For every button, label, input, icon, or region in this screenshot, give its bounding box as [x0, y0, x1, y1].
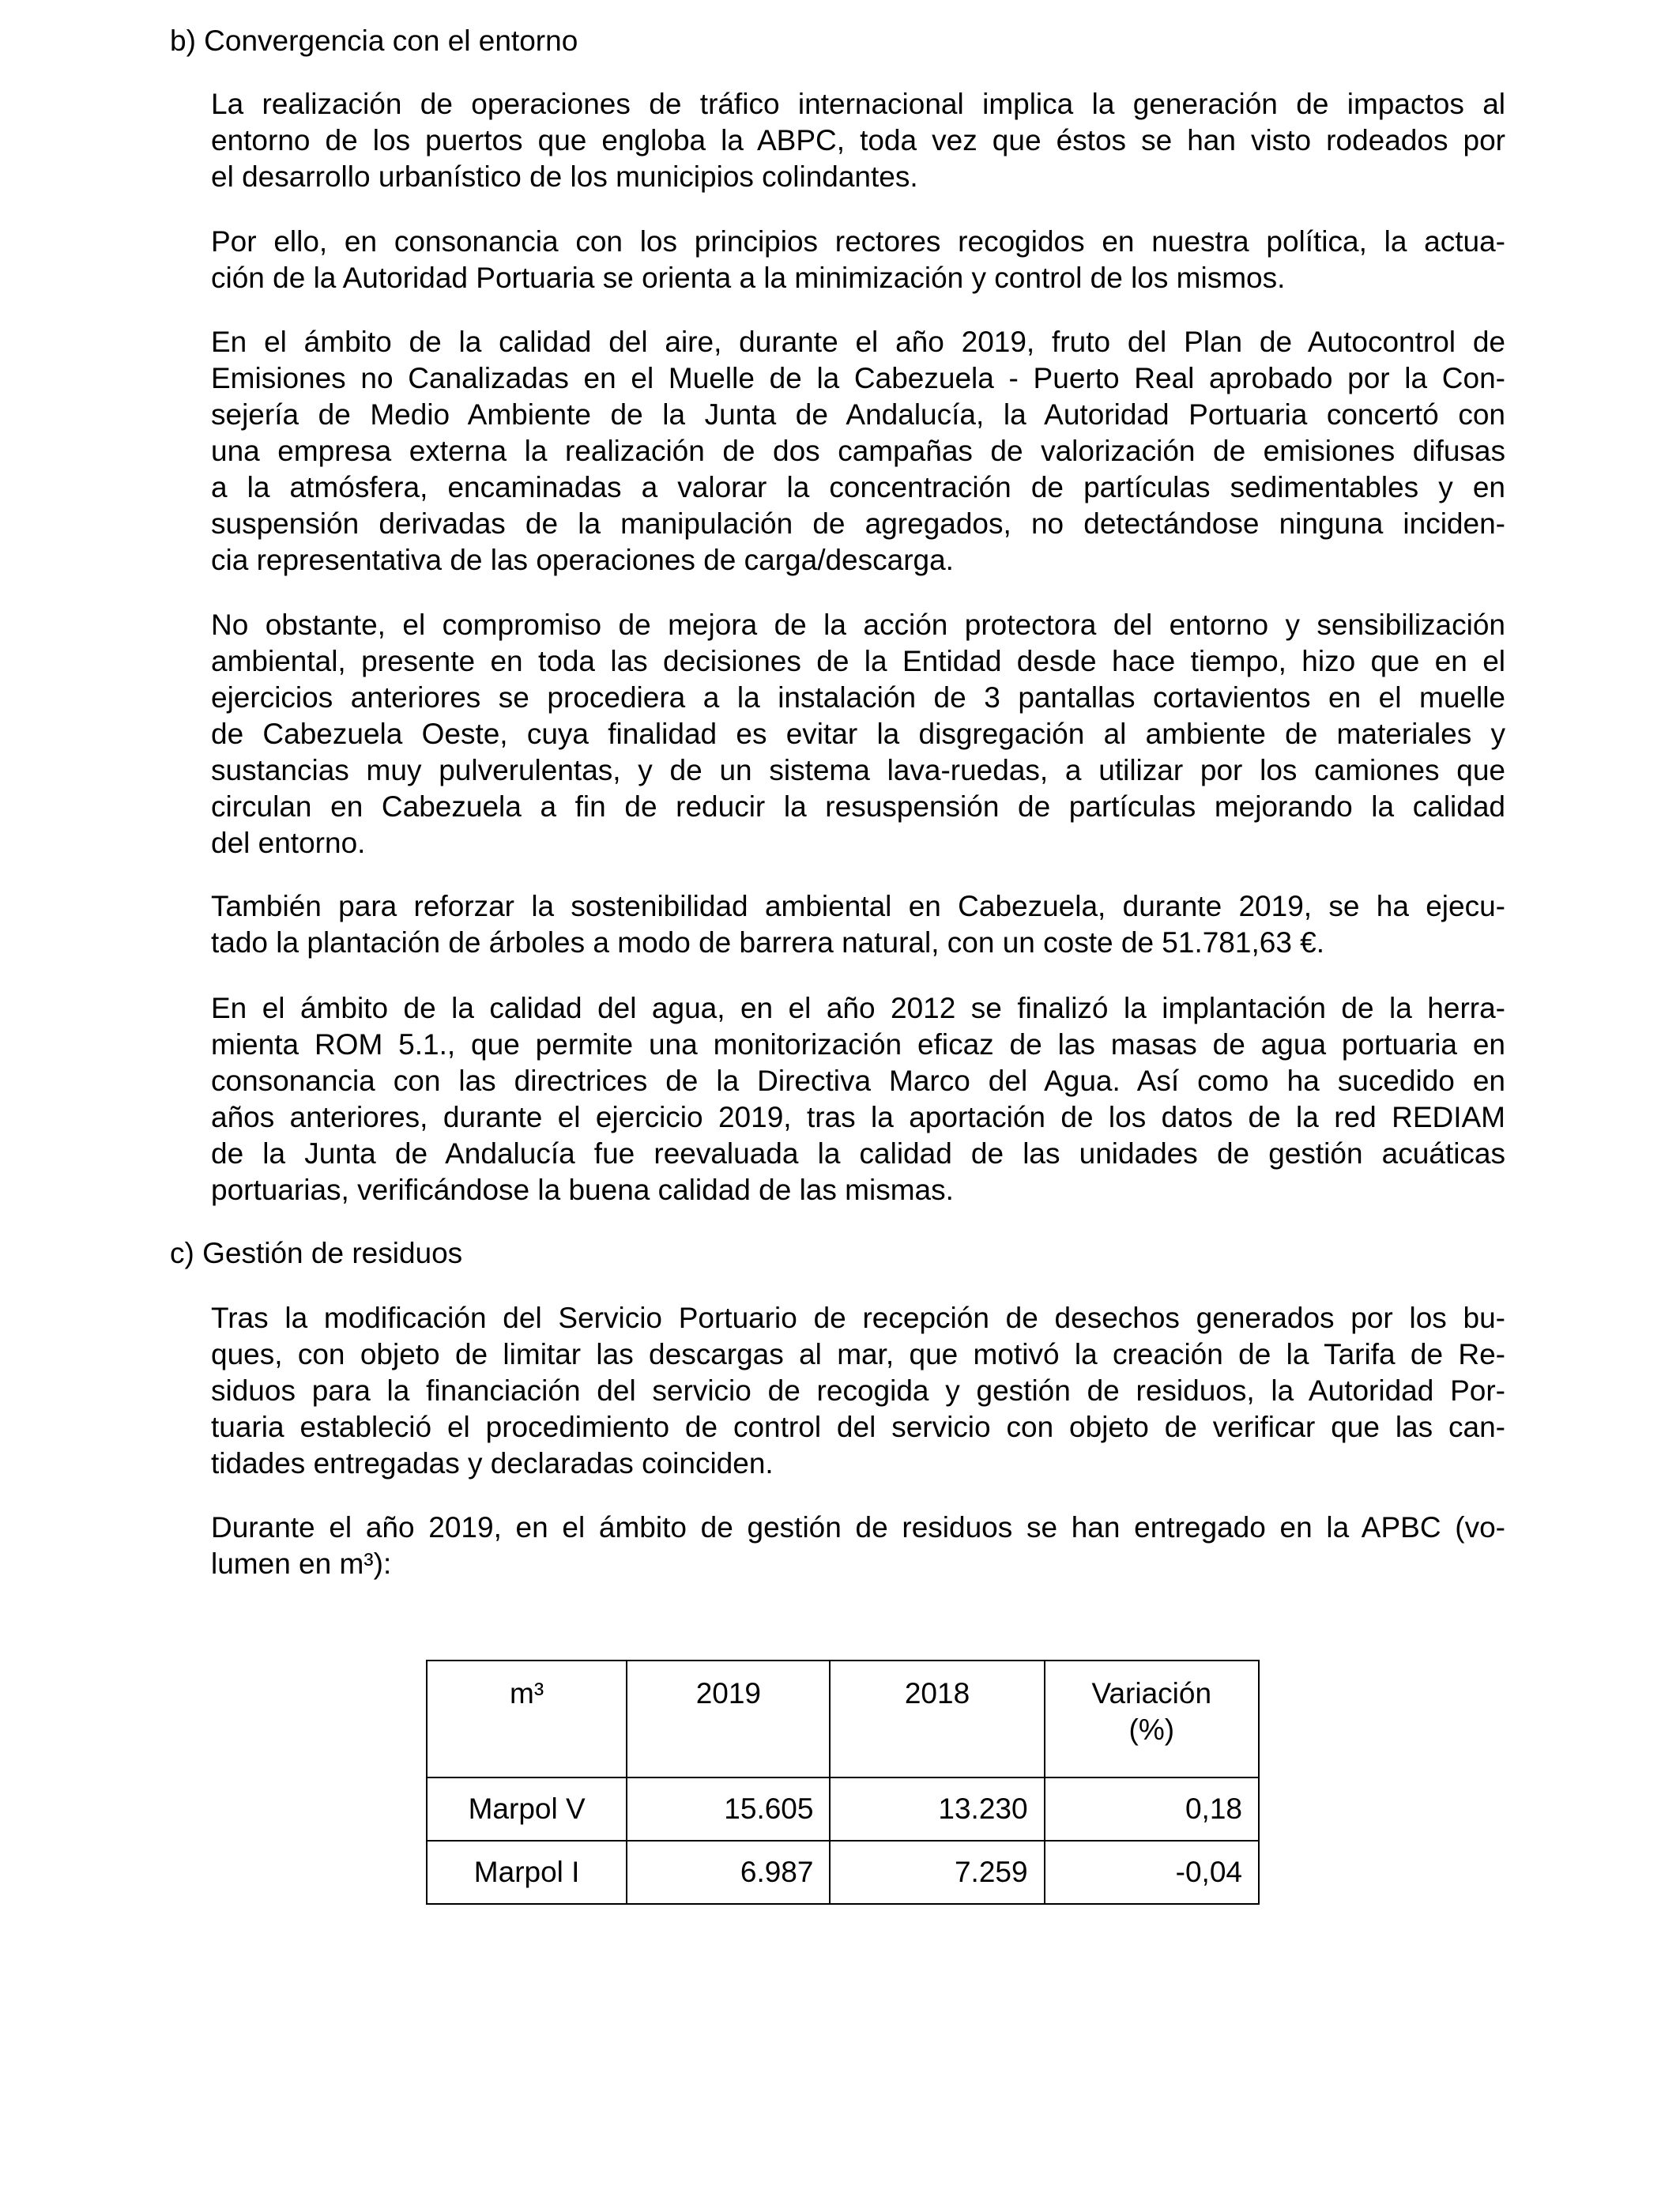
- section-b-heading: b) Convergencia con el entorno: [170, 25, 578, 57]
- text-line: siduos para la financiación del servicio de recogida y gestión de residuos, la Autoridad Por-: [211, 1374, 1505, 1407]
- text-line: Por ello, en consonancia con los principios rectores recogidos en nuestra política, la actua-: [211, 225, 1505, 258]
- text-line: La realización de operaciones de tráfico internacional implica la generación de impactos al: [211, 88, 1505, 120]
- waste-table: [426, 1660, 1260, 1905]
- text-line: una empresa externa la realización de dos campañas de valorización de emisiones difusas: [211, 435, 1505, 467]
- text-line: No obstante, el compromiso de mejora de la acción protectora del entorno y sensibilización: [211, 609, 1505, 641]
- cell-2019: 15.605: [627, 1777, 830, 1841]
- text-line: sejería de Medio Ambiente de la Junta de Andalucía, la Autoridad Portuaria concertó con: [211, 398, 1505, 431]
- text-line: ejercicios anteriores se procediera a la instalación de 3 pantallas cortavientos en el muelle: [211, 681, 1505, 714]
- text-line: consonancia con las directrices de la Directiva Marco del Agua. Así como ha sucedido en: [211, 1065, 1505, 1097]
- cell-variation: -0,04: [1045, 1841, 1259, 1904]
- row-label: Marpol I: [427, 1841, 627, 1904]
- text-line: Tras la modificación del Servicio Portuario de recepción de desechos generados por los bu-: [211, 1302, 1505, 1334]
- paragraph-principles: [211, 224, 1505, 296]
- paragraph-waste-service: [211, 1300, 1505, 1482]
- text-line: tuaria estableció el procedimiento de control del servicio con objeto de verificar que las can-: [211, 1411, 1505, 1443]
- table-header-row: [427, 1661, 1259, 1777]
- text-line: de la Junta de Andalucía fue reevaluada la calidad de las unidades de gestión acuáticas: [211, 1137, 1505, 1170]
- cell-2018: 13.230: [830, 1777, 1044, 1841]
- table-row: [427, 1777, 1259, 1841]
- text-line: circulan en Cabezuela a fin de reducir la resuspensión de partículas mejorando la calidad: [211, 790, 1505, 823]
- header-2019: 2019: [627, 1661, 830, 1777]
- paragraph-water-quality: [211, 990, 1505, 1208]
- text-line: En el ámbito de la calidad del aire, durante el año 2019, fruto del Plan de Autocontrol de: [211, 326, 1505, 358]
- text-line: ambiental, presente en toda las decisiones de la Entidad desde hace tiempo, hizo que en el: [211, 645, 1505, 677]
- header-2018: 2018: [830, 1661, 1044, 1777]
- text-line: sustancias muy pulverulentas, y de un sistema lava-ruedas, a utilizar por los camiones que: [211, 754, 1505, 786]
- text-line: suspensión derivadas de la manipulación de agregados, no detectándose ninguna inciden-: [211, 507, 1505, 540]
- text-line: lumen en m³):: [211, 1547, 392, 1580]
- row-label: Marpol V: [427, 1777, 627, 1841]
- table-row: [427, 1841, 1259, 1904]
- text-line: cia representativa de las operaciones de carga/descarga.: [211, 544, 954, 576]
- text-line: Emisiones no Canalizadas en el Muelle de la Cabezuela - Puerto Real aprobado por la Con-: [211, 362, 1505, 394]
- header-variation-line1: Variación: [1091, 1677, 1212, 1710]
- text-line: ques, con objeto de limitar las descargas al mar, que motivó la creación de la Tarifa de Re-: [211, 1338, 1505, 1370]
- text-line: del entorno.: [211, 827, 366, 859]
- text-line: a la atmósfera, encaminadas a valorar la concentración de partículas sedimentables y en: [211, 471, 1505, 503]
- paragraph-impacts: [211, 86, 1505, 195]
- section-c-heading: c) Gestión de residuos: [170, 1237, 463, 1269]
- text-line: portuarias, verificándose la buena calidad de las mismas.: [211, 1174, 954, 1206]
- text-line: En el ámbito de la calidad del agua, en el año 2012 se finalizó la implantación de la herra-: [211, 992, 1505, 1024]
- text-line: También para reforzar la sostenibilidad ambiental en Cabezuela, durante 2019, se ha ejecu-: [211, 890, 1505, 922]
- header-variation: [1045, 1661, 1259, 1777]
- cell-2018: 7.259: [830, 1841, 1044, 1904]
- cell-variation: 0,18: [1045, 1777, 1259, 1841]
- text-line: el desarrollo urbanístico de los municipios colindantes.: [211, 160, 918, 193]
- cell-2019: 6.987: [627, 1841, 830, 1904]
- paragraph-protection: [211, 607, 1505, 861]
- text-line: Durante el año 2019, en el ámbito de gestión de residuos se han entregado en la APBC (vo-: [211, 1511, 1505, 1544]
- text-line: tidades entregadas y declaradas coinciden.: [211, 1447, 774, 1480]
- text-line: ción de la Autoridad Portuaria se orienta a la minimización y control de los mismos.: [211, 262, 1286, 294]
- paragraph-waste-2019: [211, 1510, 1505, 1582]
- header-variation-line2: (%): [1128, 1713, 1175, 1746]
- paragraph-sustainability: [211, 888, 1505, 961]
- text-line: entorno de los puertos que engloba la ABPC, toda vez que éstos se han visto rodeados por: [211, 124, 1505, 156]
- text-line: mienta ROM 5.1., que permite una monitorización eficaz de las masas de agua portuaria en: [211, 1028, 1505, 1061]
- text-line: de Cabezuela Oeste, cuya finalidad es evitar la disgregación al ambiente de materiales y: [211, 718, 1505, 750]
- text-line: años anteriores, durante el ejercicio 2019, tras la aportación de los datos de la red REDIAM: [211, 1101, 1505, 1133]
- header-unit: m³: [427, 1661, 627, 1777]
- text-line: tado la plantación de árboles a modo de barrera natural, con un coste de 51.781,63 €.: [211, 926, 1325, 959]
- paragraph-air-quality: [211, 324, 1505, 579]
